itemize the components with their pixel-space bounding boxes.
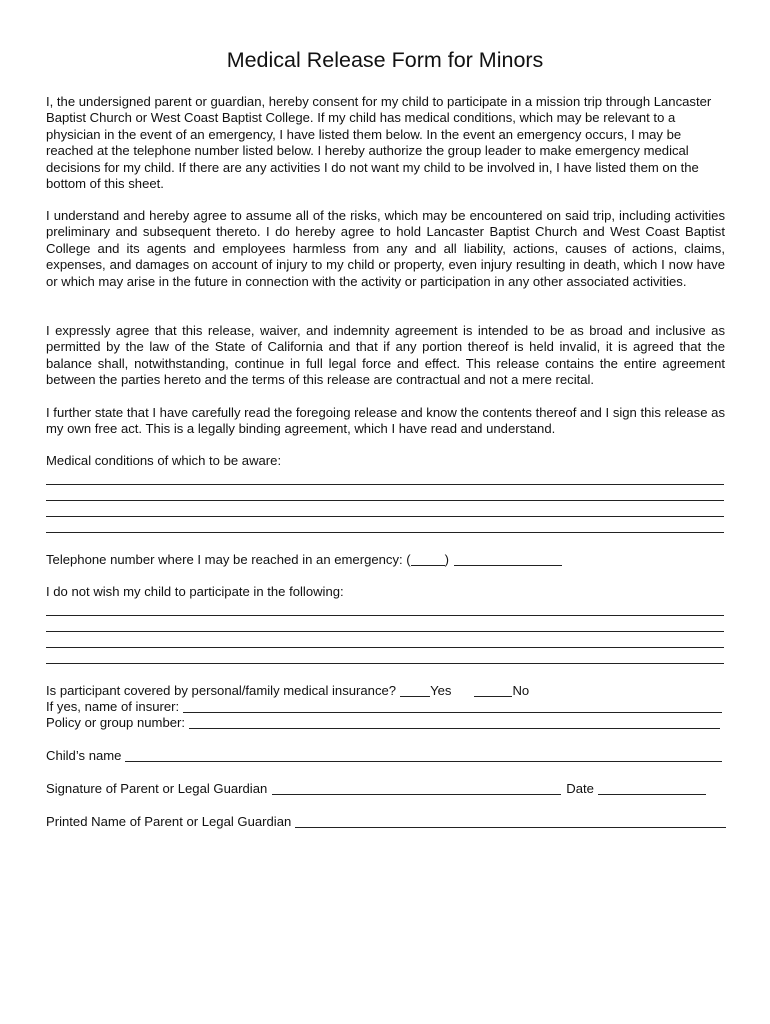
area-code-field[interactable] bbox=[411, 565, 445, 566]
signature-field[interactable] bbox=[272, 794, 561, 795]
date-field[interactable] bbox=[598, 794, 706, 795]
telephone-row bbox=[46, 551, 726, 568]
insurer-row bbox=[46, 698, 726, 715]
medical-conditions-line[interactable] bbox=[46, 500, 724, 501]
insurance-no-field[interactable] bbox=[474, 696, 512, 697]
consent-paragraph: I, the undersigned parent or guardian, hereby consent for my child to participate in a mission trip through Lancaster Baptist Church or West Coast Baptist College. If my child has medical conditions, which may be relevant to a physician in the event of an emergency, I have listed them below. In the event an emergency occurs, I may be reached at the telephone number listed below. I hereby authorize the group leader to make emergency medical decisions for my child. If there are any activities I do not want my child to be involved in, I have listed them on the bottom of this sheet. bbox=[46, 94, 712, 192]
printed-name-row bbox=[46, 813, 726, 830]
medical-conditions-label: Medical conditions of which to be aware: bbox=[46, 453, 282, 468]
telephone-number-field[interactable] bbox=[454, 565, 562, 566]
insurance-yes-label: Yes bbox=[430, 683, 452, 698]
child-name-row bbox=[46, 747, 726, 764]
printed-name-label: Printed Name of Parent or Legal Guardian bbox=[46, 814, 292, 829]
risk-paragraph: I understand and hereby agree to assume all of the risks, which may be encountered on said trip, including activities preliminary and subsequent thereto. I do hereby agree to hold Lancaster Baptist Church and West Coast Baptist College and its agents and employees harmless from any and all liability, actions, causes of actions, claims, expenses, and damages on account of injury to my child or property, even injury resulting in death, which I now have or which may arise in the future in connection with the activity or participation in any other associated activities. bbox=[46, 208, 725, 289]
policy-number-field[interactable] bbox=[189, 728, 720, 729]
insurance-row bbox=[46, 682, 726, 699]
form-title: Medical Release Form for Minors bbox=[226, 48, 544, 72]
policy-label: Policy or group number: bbox=[46, 715, 186, 730]
child-name-label: Child’s name bbox=[46, 748, 122, 763]
child-name-field[interactable] bbox=[125, 761, 722, 762]
telephone-paren-close: ) bbox=[444, 552, 450, 567]
date-label: Date bbox=[566, 781, 594, 796]
excluded-activities-line[interactable] bbox=[46, 615, 724, 616]
telephone-label: Telephone number where I may be reached in an emergency: ( bbox=[46, 552, 411, 567]
excluded-activities-line[interactable] bbox=[46, 663, 724, 664]
excluded-activities-line[interactable] bbox=[46, 647, 724, 648]
medical-conditions-line[interactable] bbox=[46, 516, 724, 517]
insurer-name-field[interactable] bbox=[183, 712, 722, 713]
agreement-paragraph: I further state that I have carefully read the foregoing release and know the contents thereof and I sign this release as my own free act. This is a legally binding agreement, which I have read and understand. bbox=[46, 405, 725, 437]
insurance-label: Is participant covered by personal/family medical insurance? bbox=[46, 683, 397, 698]
printed-name-field[interactable] bbox=[295, 827, 726, 828]
medical-conditions-line[interactable] bbox=[46, 532, 724, 533]
insurer-label: If yes, name of insurer: bbox=[46, 699, 180, 714]
medical-conditions-line[interactable] bbox=[46, 484, 724, 485]
signature-row bbox=[46, 780, 726, 797]
waiver-paragraph: I expressly agree that this release, waiver, and indemnity agreement is intended to be as broad and inclusive as permitted by the law of the State of California and that if any portion thereof is held invalid, it is agreed that the balance shall, notwithstanding, continue in full legal force and effect. This release contains the entire agreement between the parties hereto and the terms of this release are contractual and not a mere recital. bbox=[46, 323, 725, 388]
signature-label: Signature of Parent or Legal Guardian bbox=[46, 781, 268, 796]
insurance-no-label: No bbox=[512, 683, 530, 698]
policy-row bbox=[46, 714, 726, 731]
activities-label: I do not wish my child to participate in the following: bbox=[46, 584, 344, 599]
insurance-yes-field[interactable] bbox=[400, 696, 430, 697]
excluded-activities-line[interactable] bbox=[46, 631, 724, 632]
